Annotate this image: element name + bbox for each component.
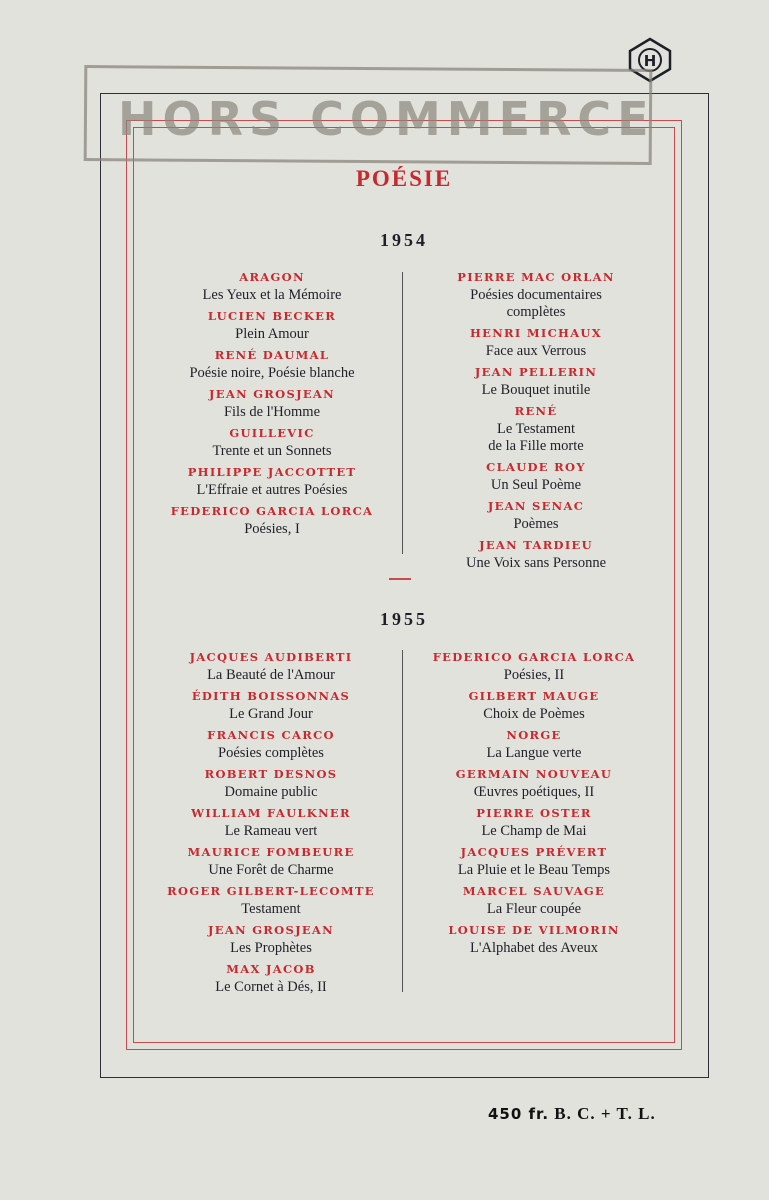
author-name: JACQUES PRÉVERT — [460, 845, 608, 859]
author-name: MAURICE FOMBEURE — [187, 845, 355, 859]
author-name: NORGE — [506, 728, 562, 742]
author-name: HENRI MICHAUX — [470, 326, 602, 340]
book-entry — [142, 424, 402, 460]
author-name: ARAGON — [239, 270, 305, 284]
book-title: Domaine public — [224, 784, 318, 800]
author-name: LUCIEN BECKER — [207, 309, 337, 323]
book-title: Le Testament — [496, 421, 576, 437]
author-name: GILBERT MAUGE — [468, 689, 600, 703]
author-name: MAX JACOB — [226, 962, 316, 976]
book-title: La Beauté de l'Amour — [207, 667, 335, 683]
book-title: Testament — [241, 901, 301, 917]
price-suffix: B. C. + T. L. — [554, 1104, 656, 1123]
book-title: Les Yeux et la Mémoire — [202, 287, 342, 303]
book-entry — [140, 765, 402, 801]
book-title: Poésies, II — [503, 667, 565, 683]
author-name: JEAN GROSJEAN — [209, 387, 335, 401]
book-entry — [142, 463, 402, 499]
author-name: PHILIPPE JACCOTTET — [187, 465, 357, 479]
book-entry — [404, 921, 664, 957]
price-line — [488, 1104, 708, 1124]
book-entry — [406, 324, 666, 360]
book-entry — [404, 804, 664, 840]
book-entry — [140, 921, 402, 957]
author-name: PIERRE OSTER — [476, 806, 592, 820]
book-title: Les Prophètes — [230, 940, 312, 956]
book-entry — [406, 497, 666, 533]
book-entry — [142, 385, 402, 421]
book-entry — [140, 882, 402, 918]
book-title: Face aux Verrous — [485, 343, 587, 359]
book-entry — [404, 882, 664, 918]
book-title: Le Rameau vert — [224, 823, 318, 839]
book-title: Plein Amour — [235, 326, 309, 342]
book-title: Poésies documentaires — [470, 287, 602, 303]
book-title: Trente et un Sonnets — [212, 443, 332, 459]
book-title: Poèmes — [513, 516, 559, 532]
book-title: Œuvres poétiques, II — [473, 784, 595, 800]
author-name: JEAN TARDIEU — [479, 538, 593, 552]
column-1955-right — [404, 648, 664, 960]
author-name: PIERRE MAC ORLAN — [457, 270, 615, 284]
book-title: L'Alphabet des Aveux — [470, 940, 598, 956]
book-entry — [404, 687, 664, 723]
book-entry — [406, 536, 666, 572]
author-name: WILLIAM FAULKNER — [191, 806, 351, 820]
book-title: Poésie noire, Poésie blanche — [189, 365, 355, 381]
book-title: L'Effraie et autres Poésies — [196, 482, 348, 498]
book-entry — [406, 268, 666, 321]
book-entry — [404, 648, 664, 684]
author-name: CLAUDE ROY — [486, 460, 586, 474]
column-1954-left — [142, 268, 402, 541]
book-title: Un Seul Poème — [490, 477, 582, 493]
book-title: La Fleur coupée — [486, 901, 582, 917]
book-title: complètes — [506, 304, 566, 320]
hors-commerce-stamp: HORS COMMERCE — [118, 92, 655, 146]
year-1954: 1954 — [380, 230, 428, 250]
book-title: Le Cornet à Dés, II — [215, 979, 327, 995]
book-title: Le Bouquet inutile — [481, 382, 591, 398]
author-name: MARCEL SAUVAGE — [462, 884, 606, 898]
book-title: Une Voix sans Personne — [465, 555, 607, 571]
book-title: Fils de l'Homme — [223, 404, 321, 420]
book-entry — [140, 648, 402, 684]
author-name: GERMAIN NOUVEAU — [455, 767, 613, 781]
column-divider-1955 — [402, 650, 403, 992]
author-name: FEDERICO GARCIA LORCA — [432, 650, 636, 664]
book-title: Le Grand Jour — [229, 706, 313, 722]
book-entry — [406, 402, 666, 455]
book-title: Poésies complètes — [218, 745, 324, 761]
author-name: ÉDITH BOISSONNAS — [191, 689, 351, 703]
book-title: Une Forêt de Charme — [208, 862, 334, 878]
book-title: de la Fille morte — [488, 438, 584, 454]
author-name: RENÉ — [514, 404, 558, 418]
author-name: FEDERICO GARCIA LORCA — [170, 504, 374, 518]
logo-letter: H — [643, 52, 657, 70]
section-separator — [389, 578, 411, 580]
author-name: LOUISE DE VILMORIN — [448, 923, 620, 937]
book-entry — [140, 726, 402, 762]
column-1955-left — [140, 648, 402, 999]
author-name: JACQUES AUDIBERTI — [189, 650, 353, 664]
book-entry — [404, 765, 664, 801]
book-entry — [140, 843, 402, 879]
book-entry — [404, 726, 664, 762]
author-name: JEAN SENAC — [487, 499, 585, 513]
book-title: Le Champ de Mai — [481, 823, 587, 839]
book-entry — [140, 687, 402, 723]
book-title: La Langue verte — [486, 745, 582, 761]
column-1954-right — [406, 268, 666, 575]
column-divider-1954 — [402, 272, 403, 554]
author-name: JEAN PELLERIN — [474, 365, 598, 379]
author-name: ROBERT DESNOS — [204, 767, 338, 781]
price-amount: 450 fr. — [488, 1105, 550, 1123]
book-entry — [142, 307, 402, 343]
book-entry — [142, 268, 402, 304]
book-entry — [404, 843, 664, 879]
author-name: JEAN GROSJEAN — [208, 923, 334, 937]
author-name: ROGER GILBERT-LECOMTE — [167, 884, 375, 898]
book-entry — [142, 502, 402, 538]
book-title: Choix de Poèmes — [483, 706, 585, 722]
author-name: FRANCIS CARCO — [207, 728, 335, 742]
author-name: RENÉ DAUMAL — [214, 348, 330, 362]
book-entry — [406, 458, 666, 494]
year-1955: 1955 — [380, 609, 428, 629]
book-entry — [142, 346, 402, 382]
book-title: Poésies, I — [244, 521, 300, 537]
book-entry — [406, 363, 666, 399]
book-entry — [140, 960, 402, 996]
book-entry — [140, 804, 402, 840]
book-title: La Pluie et le Beau Temps — [457, 862, 611, 878]
author-name: GUILLEVIC — [229, 426, 315, 440]
page-heading: POÉSIE — [355, 166, 453, 191]
